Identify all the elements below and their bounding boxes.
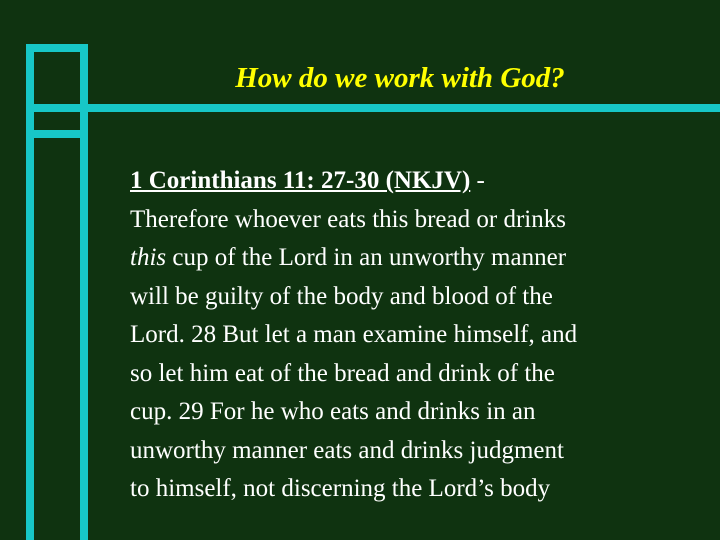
decorative-bar-vertical-outer (26, 44, 34, 540)
text-line: Therefore whoever eats this bread or drinks (130, 205, 566, 233)
scripture-reference: 1 Corinthians 11: 27-30 (NKJV) (130, 167, 471, 194)
reference-separator: - (470, 167, 485, 194)
scripture-text (130, 162, 715, 509)
italic-word: this (130, 244, 167, 271)
decorative-bar-horizontal-long (26, 104, 720, 112)
text-line: to himself, not discerning the Lord’s body (130, 475, 551, 502)
decorative-bar-horizontal-top (26, 44, 88, 52)
text-line: cup. 29 For he who eats and drinks in an (130, 398, 536, 425)
decorative-bar-horizontal-short (26, 130, 88, 138)
reference-line (130, 162, 715, 201)
text-line: will be guilty of the body and blood of the (130, 282, 553, 310)
text-line: so let him eat of the bread and drink of the (130, 359, 555, 387)
text-line (130, 239, 715, 278)
text-line-rest: cup of the Lord in an unworthy manner (166, 244, 567, 271)
slide-title: How do we work with God? (235, 62, 565, 94)
decorative-bar-vertical-inner (80, 44, 88, 540)
text-line: Lord. 28 But let a man examine himself, and (130, 321, 578, 348)
text-line: unworthy manner eats and drinks judgment (130, 436, 564, 464)
